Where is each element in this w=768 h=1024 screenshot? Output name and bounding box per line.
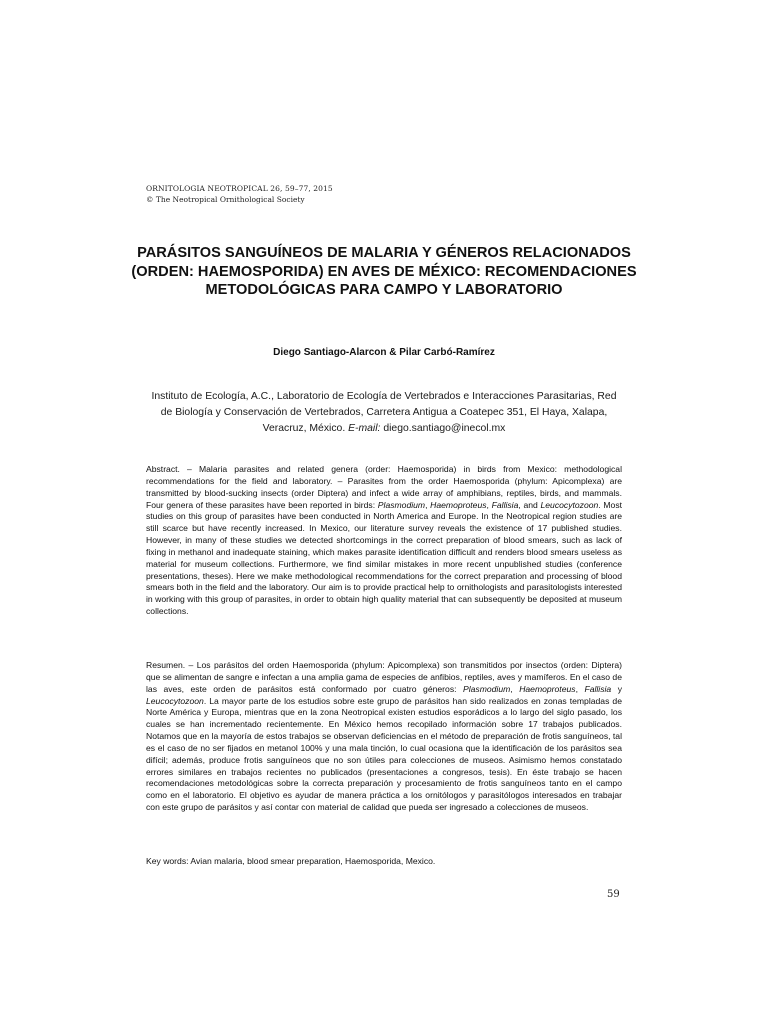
journal-citation: ORNITOLOGIA NEOTROPICAL 26, 59–77, 2015 (146, 184, 333, 193)
page-number: 59 (607, 889, 620, 900)
conjunction: and (523, 499, 538, 510)
genus-name: Fallisia (584, 683, 612, 694)
conjunction: y (617, 683, 622, 694)
abstract-paragraph: Abstract. – Malaria parasites and related genera (order: Haemosporida) in birds from Mexico: methodological recommendations for the field and laboratory. – Parasites from the order Haemosporida (phylum: Apicomplexa) are transmitted by blood-sucking insects (order Diptera) and infect a wide array of amphibians, reptiles, birds, and mammals. Four genera of these parasites have been reported in birds: Plasmodium, Haemoproteus, Fallisia, and Leucocytozoon. Most studies on this group of parasites have been conducted in North America and Europe. In the Neotropical region studies are still scarce but have recently increased. In Mexico, our literature survey reveals the existence of 17 published studies. However, in many of these studies we detected shortcomings in the correct preparation of blood smears, such as lack of fixing in methanol and inadequate staining, which makes parasite identification difficult and renders blood smears useless as material for museum collections. Furthermore, we find similar mistakes in more recent unpublished studies (conference presentations, theses). Here we make methodological recommendations for the correct preparation and processing of blood smears both in the field and the laboratory. Our aim is to provide practical help to ornithologists and parasitologists interested in working with this group of parasites, in order to obtain high quality material that can subsequently be deposited at museum collections. (146, 464, 622, 617)
genus-name: Fallisia (491, 499, 519, 510)
genus-name: Haemoproteus (430, 499, 487, 510)
email-label: E-mail: (348, 423, 381, 434)
article-title: PARÁSITOS SANGUÍNEOS DE MALARIA Y GÉNEROS RELACIONADOS (ORDEN: HAEMOSPORIDA) EN AVES DE MÉXICO: RECOMENDACIONES METODOLÓGICAS PARA CAMPO Y LABORATORIO (131, 245, 637, 299)
abstract-lead: Abstract. – Malaria parasites and related genera (order: Haemosporida) in birds from Mexico: methodological recommendations for the field and laboratory. – Parasites from the order Haemosporida (phylum: Apicomplexa) are transmitted by blood-sucking insects (order Diptera) and infect a wide array of amphibians, reptiles, birds, and mammals. Four genera of these parasites have been reported in birds: (146, 464, 622, 510)
genus-name: Leucocytozoon (540, 499, 599, 510)
author-email[interactable]: diego.santiago@inecol.mx (383, 423, 506, 434)
author-affiliation (146, 389, 622, 437)
journal-masthead (146, 183, 333, 205)
article-authors: Diego Santiago-Alarcon & Pilar Carbó-Ramírez (273, 347, 495, 358)
abstract-body: Most studies on this group of parasites have been conducted in North America and Europe. In the Neotropical region studies are still scarce but have recently increased. In Mexico, our literature survey reveals the existence of 17 published studies. However, in many of these studies we detected shortcomings in the correct preparation of blood smears, such as lack of fixing in methanol and inadequate staining, which makes parasite identification difficult and renders blood smears useless as material for museum collections. Furthermore, we find similar mistakes in more recent unpublished studies (conference presentations, theses). Here we make methodological recommendations for the correct preparation and processing of blood smears both in the field and the laboratory. Our aim is to provide practical help to ornithologists and parasitologists interested in working with this group of parasites, in order to obtain high quality material that can subsequently be deposited at museum collections. (146, 499, 622, 617)
genus-name: Plasmodium (463, 683, 511, 694)
genus-name: Plasmodium (377, 499, 426, 510)
copyright-notice: © The Neotropical Ornithological Society (146, 195, 305, 204)
genus-name: Haemoproteus (519, 683, 576, 694)
resumen-body: La mayor parte de los estudios sobre este grupo de parásitos han sido realizados en zonas templadas de Norte América y Europa, mientras que en la zona Neotropical existen estudios esporádicos a lo largo del siglo pasado, los cuales se han incrementado recientemente. En México hemos recopilado información sobre 17 trabajos publicados. Notamos que en la mayoría de estos trabajos se observan deficiencias en el método de preparación de frotis sanguíneos, tal es el caso de no ser fijados en metanol 100% y una mala tinción, lo cual ocasiona que la identificación de los parásitos sea difícil; además, produce frotis sanguíneos que no son útiles para colecciones de museos. Asimismo hemos constatado errores similares en trabajos recientes no publicados (presentaciones a congresos, tesis). En éste trabajo se hacen recomendaciones metodológicas sobre la correcta preparación y procesamiento de frotis sanguíneos tanto en el campo como en el laboratorio. El objetivo es ayudar de manera práctica a los ornitólogos y parasitólogos interesados en trabajar con este grupo de parásitos y así contar con material de calidad que pueda ser ingresado a colecciones de museos. (146, 695, 622, 813)
affiliation-text: Instituto de Ecología, A.C., Laboratorio de Ecología de Vertebrados e Interacciones Parasitarias, Red de Biología y Conservación de Vertebrados, Carretera Antigua a Coatepec 351, El Haya, Xalapa, Veracruz, México. (151, 391, 617, 434)
resumen-paragraph: Resumen. – Los parásitos del orden Haemosporida (phylum: Apicomplexa) son transmitidos por insectos (orden: Diptera) que se alimentan de sangre e infectan a una amplia gama de especies de anfibios, reptiles, aves y mamíferos. En el caso de las aves, este orden de parásitos está conformado por cuatro géneros: Plasmodium, Haemoproteus, Fallisia y Leucocytozoon. La mayor parte de los estudios sobre este grupo de parásitos han sido realizados en zonas templadas de Norte América y Europa, mientras que en la zona Neotropical existen estudios esporádicos a lo largo del siglo pasado, los cuales se han incrementado recientemente. En México hemos recopilado información sobre 17 trabajos publicados. Notamos que en la mayoría de estos trabajos se observan deficiencias en el método de preparación de frotis sanguíneos, tal es el caso de no ser fijados en metanol 100% y una mala tinción, lo cual ocasiona que la identificación de los parásitos sea difícil; además, produce frotis sanguíneos que no son útiles para colecciones de museos. Asimismo hemos constatado errores similares en trabajos recientes no publicados (presentaciones a congresos, tesis). En éste trabajo se hacen recomendaciones metodológicas sobre la correcta preparación y procesamiento de frotis sanguíneos tanto en el campo como en el laboratorio. El objetivo es ayudar de manera práctica a los ornitólogos y parasitólogos interesados en trabajar con este grupo de parásitos y así contar con material de calidad que pueda ser ingresado a colecciones de museos. (146, 660, 622, 813)
resumen-lead: Resumen. – Los parásitos del orden Haemosporida (phylum: Apicomplexa) son transmitidos por insectos (orden: Diptera) que se alimentan de sangre e infectan a una amplia gama de especies de anfibios, reptiles, aves y mamíferos. En el caso de las aves, este orden de parásitos está conformado por cuatro géneros: (146, 660, 622, 694)
keywords-line: Key words: Avian malaria, blood smear preparation, Haemosporida, Mexico. (146, 856, 436, 866)
genus-name: Leucocytozoon (146, 695, 204, 706)
